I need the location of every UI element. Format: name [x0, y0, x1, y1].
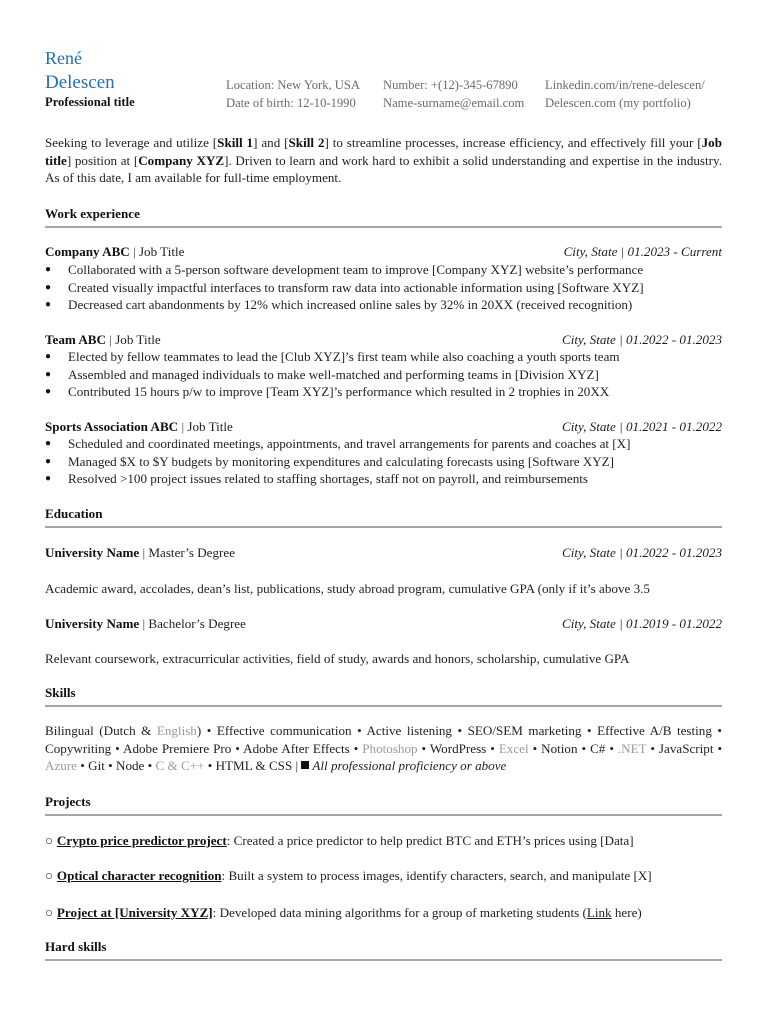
project-item — [45, 867, 735, 885]
work-role: Job Title — [115, 332, 161, 347]
work-entry-header: Sports Association ABC | Job Title City, State | 01.2021 - 01.2022 — [45, 419, 722, 434]
portfolio-link[interactable]: Delescen.com (my portfolio) — [545, 96, 691, 110]
bullet-item: ● Collaborated with a 5-person software development team to improve [Company XYZ] website’s performance — [45, 261, 735, 279]
contact-column-2 — [383, 76, 524, 112]
first-name: René — [45, 48, 82, 68]
summary-text: ] to streamline processes, increase efficiency, and effectively fill your [ — [324, 135, 702, 150]
skill-text-secondary: Azure — [45, 758, 77, 773]
bullet-item: ● Scheduled and coordinated meetings, appointments, and travel arrangements for parents and coaches at [X] — [45, 435, 735, 453]
work-role: Job Title — [138, 244, 185, 259]
summary-skill-1: Skill 1 — [217, 135, 254, 150]
summary-text: Seeking to leverage and utilize [ — [45, 135, 218, 150]
work-role: Job Title — [187, 419, 233, 434]
skill-text-secondary: .NET — [617, 740, 647, 756]
work-location-date: City, State | 01.2021 - 01.2022 — [562, 419, 722, 434]
bullet-item: ● Elected by fellow teammates to lead the [Club XYZ]’s first team while also coaching a youth sports team — [45, 348, 735, 366]
bullet-item: ● Assembled and managed individuals to make well-matched and performing teams in [Division XYZ] — [45, 366, 735, 384]
skill-text: • Notion • C# • — [528, 740, 618, 756]
work-bullets — [45, 261, 735, 314]
proficiency-note: All professional proficiency or above — [312, 758, 507, 773]
bullet-item: ● Decreased cart abandonments by 12% which increased online sales by 32% in 20XX (received recognition) — [45, 296, 735, 314]
work-entry-header: Company ABC | Job Title City, State | 01.2023 - Current — [45, 244, 722, 259]
work-location-date: City, State | 01.2023 - Current — [563, 244, 722, 259]
work-org: Team ABC — [45, 332, 106, 347]
project-item — [45, 904, 735, 922]
contact-column-1 — [226, 76, 360, 112]
last-name: Delescen — [45, 72, 115, 93]
hard-skills-heading: Hard skills — [45, 938, 722, 961]
summary-text: ]. Driven to learn and work hard to exhibit a solid understanding and expertise in the industry. As of this date, I am available for full-time employment. — [45, 152, 722, 185]
project-desc: : Created a price predictor to help predict BTC and ETH’s prices using [Data] — [226, 833, 634, 848]
project-title: Project at [University XYZ] — [56, 905, 213, 920]
project-item — [45, 832, 735, 850]
education-org: University Name — [45, 545, 140, 560]
work-entry-header: Team ABC | Job Title City, State | 01.2022 - 01.2023 — [45, 332, 722, 347]
education-degree: Bachelor’s Degree — [148, 616, 246, 631]
work-experience-heading: Work experience — [45, 205, 722, 228]
phone-text: Number: +(12)-345-67890 — [383, 78, 518, 92]
project-title: Crypto price predictor project — [56, 833, 227, 848]
square-legend-icon — [301, 761, 309, 769]
summary-text: ] position at [ — [66, 152, 139, 168]
summary-paragraph — [45, 134, 722, 187]
circle-bullet-icon: ○ — [45, 868, 53, 883]
education-location-date: City, State | 01.2022 - 01.2023 — [562, 545, 722, 560]
skills-list — [45, 722, 722, 775]
education-entry-header: University Name | Master’s Degree City, State | 01.2022 - 01.2023 — [45, 545, 722, 560]
project-desc: : Developed data mining algorithms for a group of marketing students ( — [212, 905, 587, 920]
bullet-item: ● Contributed 15 hours p/w to improve [Team XYZ]’s performance which resulted in 2 trophies in 20XX — [45, 383, 735, 401]
work-org: Company ABC — [45, 244, 130, 259]
education-org: University Name — [45, 616, 140, 631]
work-bullets — [45, 435, 735, 488]
education-location-date: City, State | 01.2019 - 01.2022 — [562, 616, 722, 631]
summary-text: ] and [ — [253, 135, 289, 150]
education-heading: Education — [45, 505, 722, 528]
project-title: Optical character recognition — [56, 868, 222, 883]
work-org: Sports Association ABC — [45, 419, 179, 434]
bullet-item: ● Created visually impactful interfaces to transform raw data into actionable information using [Software XYZ] — [45, 279, 735, 297]
skill-text-secondary: Photoshop — [362, 740, 418, 756]
circle-bullet-icon: ○ — [45, 833, 53, 848]
skills-heading: Skills — [45, 684, 722, 707]
projects-heading: Projects — [45, 793, 722, 816]
circle-bullet-icon: ○ — [45, 905, 53, 920]
education-degree: Master’s Degree — [148, 545, 236, 560]
project-desc-tail: here) — [611, 905, 642, 920]
skill-text-secondary: C & C++ — [155, 758, 205, 773]
project-desc: : Built a system to process images, identify characters, search, and manipulate [X] — [221, 868, 652, 883]
summary-job-title: Job title — [45, 135, 722, 168]
professional-title: Professional title — [45, 95, 135, 109]
bullet-item: ● Managed $X to $Y budgets by monitoring expenditures and calculating forecasts using [Software XYZ] — [45, 453, 735, 471]
skill-text: Bilingual (Dutch & — [45, 723, 157, 738]
skill-text: • HTML & CSS | — [204, 758, 302, 773]
project-link[interactable]: Link — [586, 905, 612, 920]
contact-column-3 — [545, 76, 705, 112]
bullet-item: ● Resolved >100 project issues related to staffing shortages, staff not on payroll, and reimbursements — [45, 470, 735, 488]
summary-skill-2: Skill 2 — [288, 135, 325, 150]
education-detail: Academic award, accolades, dean’s list, publications, study abroad program, cumulative GPA (only if it’s above 3.5 — [45, 581, 650, 596]
work-bullets — [45, 348, 735, 401]
email-text: Name-surname@email.com — [383, 96, 525, 110]
location-text: Location: New York, USA — [226, 78, 360, 92]
summary-company: Company XYZ — [138, 152, 225, 168]
skill-text-secondary: English — [156, 723, 197, 738]
dob-text: Date of birth: 12-10-1990 — [226, 96, 356, 110]
skill-text: • JavaScript • — [646, 740, 723, 756]
education-entry-header: University Name | Bachelor’s Degree City, State | 01.2019 - 01.2022 — [45, 616, 722, 631]
skill-text: ) • Effective communication • Active listening • SEO/SEM marketing • Effective A/B testing • Copywriting • Adobe Premiere Pro • Adobe After Effects • — [45, 723, 722, 756]
skill-text: • Git • Node • — [77, 758, 156, 773]
linkedin-link[interactable]: Linkedin.com/in/rene-delescen/ — [545, 78, 705, 92]
skill-text-secondary: Excel — [498, 740, 529, 756]
skill-text: • WordPress • — [417, 740, 499, 756]
education-detail: Relevant coursework, extracurricular activities, field of study, awards and honors, scholarship, cumulative GPA — [45, 651, 630, 666]
work-location-date: City, State | 01.2022 - 01.2023 — [562, 332, 722, 347]
